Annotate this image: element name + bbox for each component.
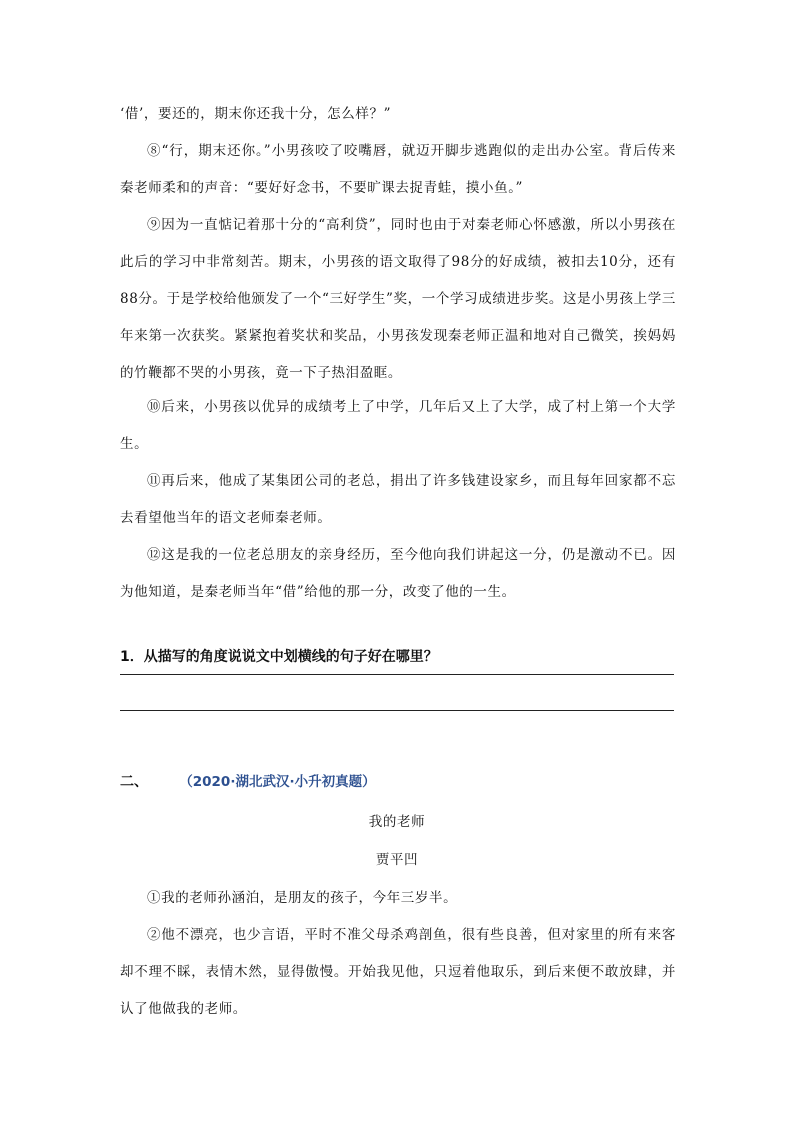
section-number: 二、 xyxy=(120,774,148,790)
paragraph-10: ⑩后来，小男孩以优异的成绩考上了中学，几年后又上了大学，成了村上第一个大学生。 xyxy=(120,399,676,452)
article-title: 我的老师 xyxy=(368,814,426,830)
article-paragraph-1: ①我的老师孙涵泊，是朋友的孩子，今年三岁半。 xyxy=(147,890,458,906)
section-heading xyxy=(120,770,376,791)
article-author: 贾平凹 xyxy=(375,852,419,868)
paragraph-8: ⑧“行，期末还你。”小男孩咬了咬嘴唇，就迈开脚步逃跑似的走出办公室。背后传来秦老师柔和的声音：“要好好念书，不要旷课去捉青蛙，摸小鱼。” xyxy=(120,143,676,196)
paragraph-7-tail: ‘借’，要还的，期末你还我十分，怎么样？” xyxy=(120,106,392,122)
paragraph-9: ⑨因为一直惦记着那十分的“高利贷”，同时也由于对秦老师心怀感激，所以小男孩在此后的学习中非常刻苦。期末，小男孩的语文取得了98分的好成绩，被扣去10分，还有88分。于是学校给他颁发了一个“三好学生”奖，一个学习成绩进步奖。这是小男孩上学三年来第一次获奖。紧紧抱着奖状和奖品，小男孩发现秦老师正温和地对自己微笑，挨妈妈的竹鞭都不哭的小男孩，竟一下子热泪盈眶。 xyxy=(120,217,676,381)
question-1: 1．从描写的角度说说文中划横线的句子好在哪里？ xyxy=(120,649,438,665)
section-source: （2020·湖北武汉·小升初真题） xyxy=(186,774,376,790)
paragraph-12: ⑫这是我的一位老总朋友的亲身经历，至今他向我们讲起这一分，仍是激动不已。因为他知道，是秦老师当年“借”给他的那一分，改变了他的一生。 xyxy=(120,547,676,600)
paragraph-11: ⑪再后来，他成了某集团公司的老总，捐出了许多钱建设家乡，而且每年回家都不忘去看望他当年的语文老师秦老师。 xyxy=(120,473,676,526)
answer-line-1 xyxy=(120,674,674,675)
article-paragraph-2: ②他不漂亮，也少言语，平时不准父母杀鸡剖鱼，很有些良善，但对家里的所有来客却不理不睬，表情木然，显得傲慢。开始我见他，只逗着他取乐，到后来便不敢放肆，并认了他做我的老师。 xyxy=(120,927,676,1017)
answer-line-2 xyxy=(120,710,674,711)
